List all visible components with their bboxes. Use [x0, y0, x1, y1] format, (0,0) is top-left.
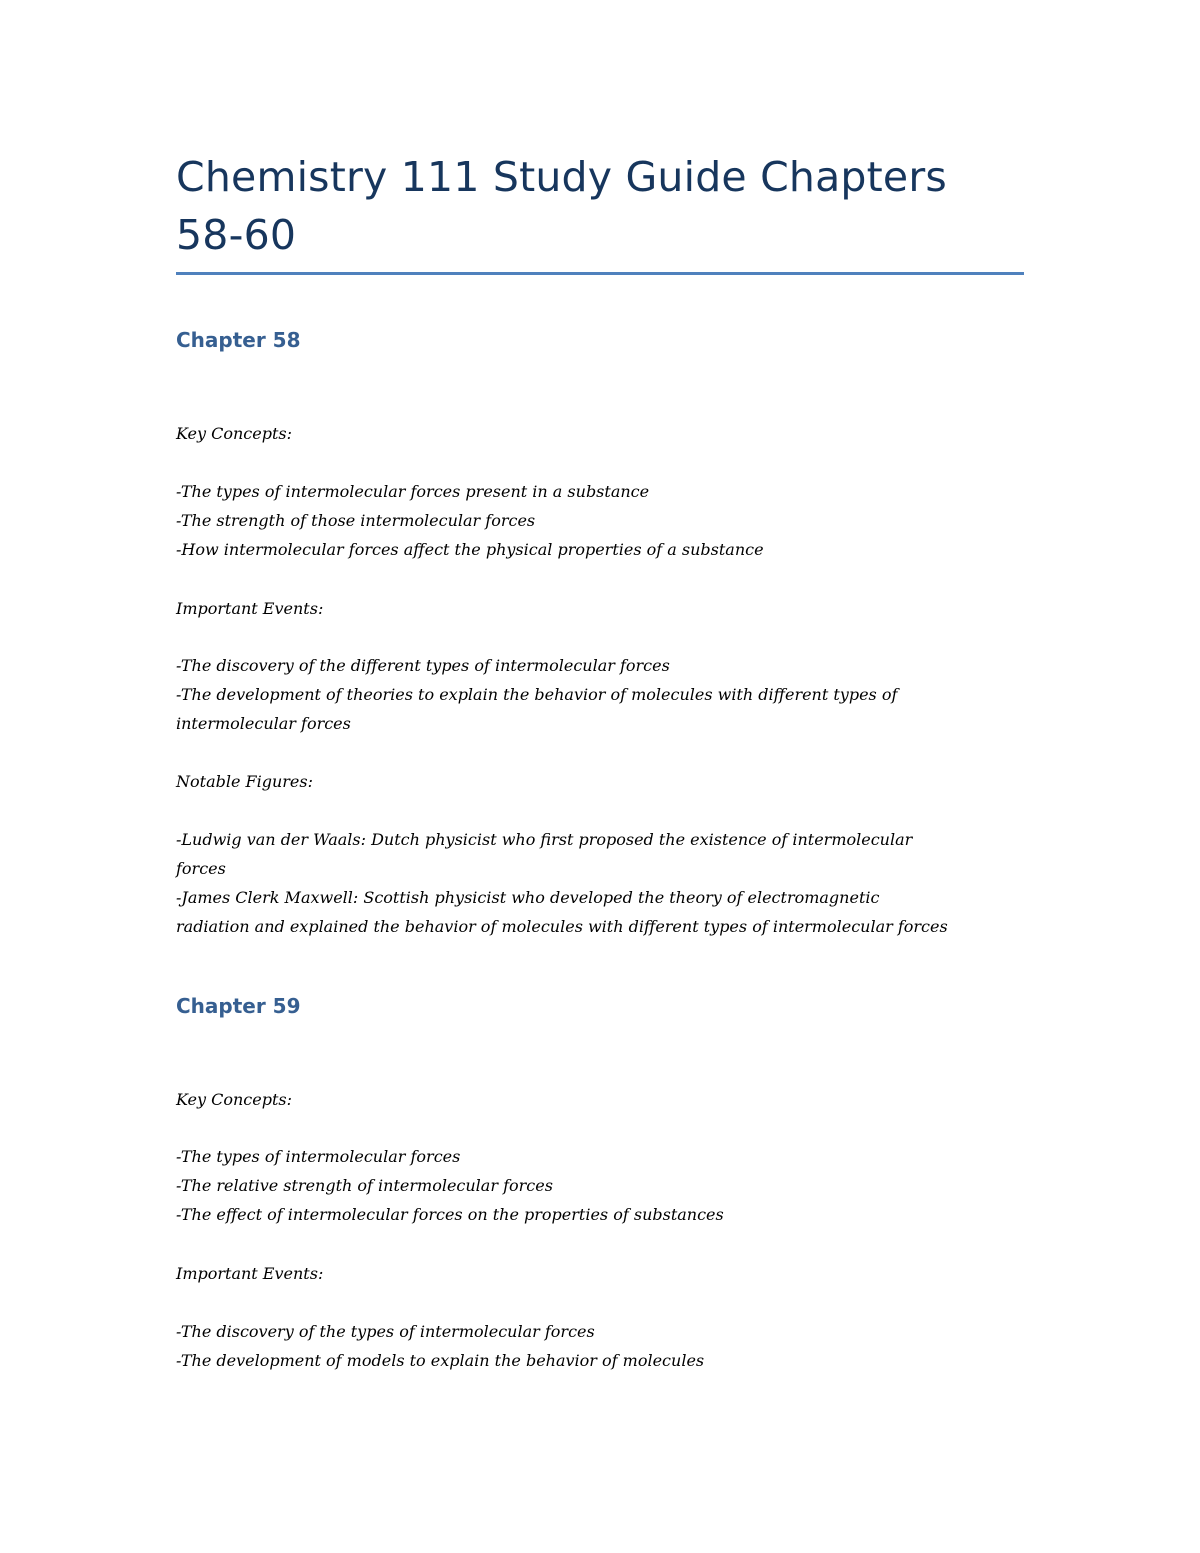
- chapter-59-important-events-list: [176, 1317, 1036, 1375]
- list-item: -The discovery of the types of intermolecular forces: [176, 1322, 595, 1341]
- chapter-58-heading: Chapter 58: [176, 328, 301, 352]
- list-item: -The effect of intermolecular forces on the properties of substances: [176, 1205, 724, 1224]
- list-item: -The types of intermolecular forces present in a substance: [176, 482, 650, 501]
- list-item: -Ludwig van der Waals: Dutch physicist who first proposed the existence of intermolecular: [176, 830, 913, 849]
- chapter-59-key-concepts-label: Key Concepts:: [176, 1090, 292, 1109]
- document-title-line-1: Chemistry 111 Study Guide Chapters: [176, 153, 947, 201]
- chapter-59-important-events-label: Important Events:: [176, 1264, 324, 1283]
- list-item: radiation and explained the behavior of molecules with different types of intermolecular forces: [176, 917, 948, 936]
- list-item: forces: [176, 859, 226, 878]
- document-title: [176, 148, 1036, 264]
- list-item: intermolecular forces: [176, 714, 351, 733]
- document-title-line-2: 58-60: [176, 211, 297, 259]
- chapter-58-notable-figures-label: Notable Figures:: [176, 772, 313, 791]
- chapter-59-heading: Chapter 59: [176, 994, 301, 1018]
- chapter-58-key-concepts-label: Key Concepts:: [176, 424, 292, 443]
- list-item: -The development of theories to explain the behavior of molecules with different types of: [176, 685, 898, 704]
- chapter-58-important-events-list: [176, 651, 1036, 738]
- list-item: -How intermolecular forces affect the physical properties of a substance: [176, 540, 764, 559]
- list-item: -The development of models to explain the behavior of molecules: [176, 1351, 705, 1370]
- chapter-58-notable-figures-list: [176, 825, 1036, 941]
- list-item: -James Clerk Maxwell: Scottish physicist who developed the theory of electromagnetic: [176, 888, 880, 907]
- chapter-59-key-concepts-list: [176, 1142, 1036, 1229]
- title-underline-rule: [176, 272, 1024, 275]
- list-item: -The types of intermolecular forces: [176, 1147, 461, 1166]
- list-item: -The relative strength of intermolecular forces: [176, 1176, 553, 1195]
- list-item: -The strength of those intermolecular forces: [176, 511, 536, 530]
- chapter-58-key-concepts-list: [176, 477, 1036, 564]
- list-item: -The discovery of the different types of intermolecular forces: [176, 656, 670, 675]
- chapter-58-important-events-label: Important Events:: [176, 599, 324, 618]
